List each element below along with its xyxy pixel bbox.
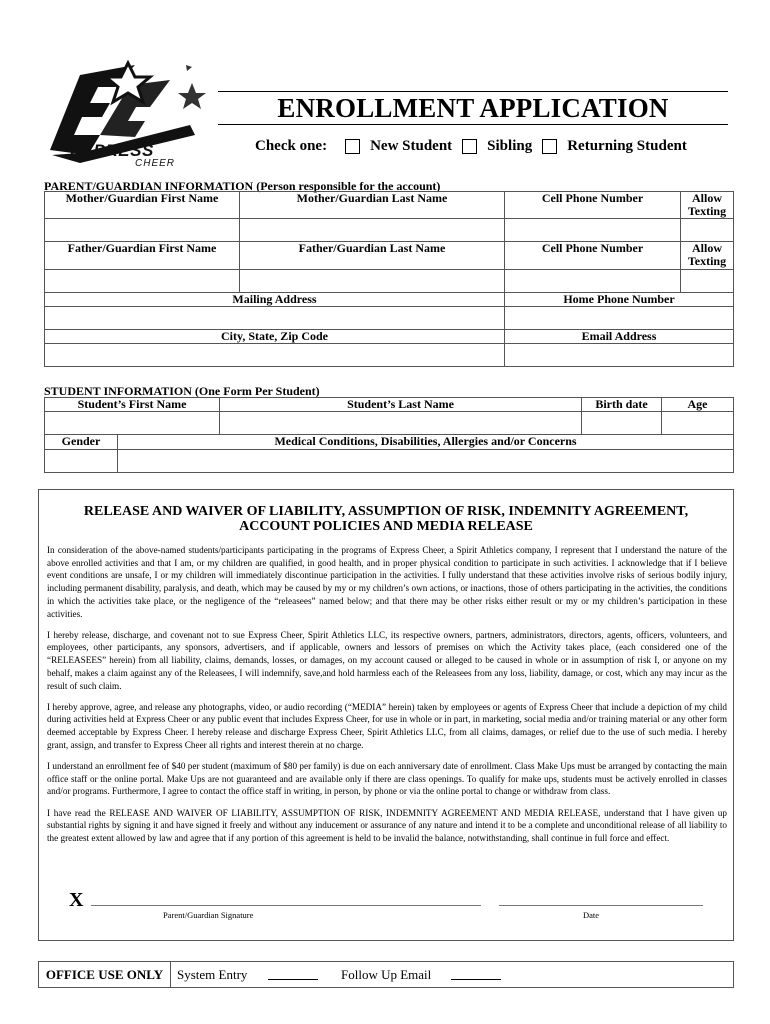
option-returning-student[interactable] bbox=[542, 138, 687, 155]
mailing-address-field[interactable] bbox=[45, 307, 505, 330]
age-header: Age bbox=[662, 398, 734, 412]
date-caption: Date bbox=[583, 910, 600, 920]
follow-up-email-line[interactable] bbox=[451, 979, 501, 980]
father-first-name-field[interactable] bbox=[45, 270, 240, 293]
mailing-address-header: Mailing Address bbox=[45, 293, 505, 307]
check-one-row bbox=[255, 138, 697, 155]
logo-sub-text: CHEER bbox=[135, 158, 176, 169]
returning-student-label: Returning Student bbox=[567, 138, 687, 154]
gender-field[interactable] bbox=[45, 450, 118, 473]
waiver-title-line2: ACCOUNT POLICIES AND MEDIA RELEASE bbox=[239, 519, 533, 534]
mother-last-name-header: Mother/Guardian Last Name bbox=[240, 192, 505, 219]
waiver-paragraph-5: I have read the RELEASE AND WAIVER OF LIABILITY, ASSUMPTION OF RISK, INDEMNITY AGREEMENT AND MEDIA RELEASE, understand that I have given up substantial rights by signing it and have signed it freely and without any inducement or assurance of any nature and intend it to be a complete and unconditional release of all liability to the greatest extent allowed by law and agree that if any portion of this agreement is held to be invalid the balance, notwithstanding, shall continue in full force and effect. bbox=[47, 807, 727, 844]
office-use-label: OFFICE USE ONLY bbox=[39, 962, 171, 987]
check-one-label: Check one: bbox=[255, 138, 328, 154]
father-cell-phone-header: Cell Phone Number bbox=[505, 242, 681, 270]
returning-student-checkbox[interactable] bbox=[542, 139, 557, 154]
medical-conditions-header: Medical Conditions, Disabilities, Allergies and/or Concerns bbox=[118, 435, 734, 450]
gender-header: Gender bbox=[45, 435, 118, 450]
mother-cell-phone-field[interactable] bbox=[505, 219, 681, 242]
title-bottom-rule bbox=[218, 124, 728, 125]
title-top-rule bbox=[218, 91, 728, 92]
father-allow-texting-field[interactable] bbox=[681, 270, 734, 293]
mother-first-name-header: Mother/Guardian First Name bbox=[45, 192, 240, 219]
office-use-box bbox=[38, 961, 734, 988]
page-title: ENROLLMENT APPLICATION bbox=[277, 93, 669, 123]
new-student-checkbox[interactable] bbox=[345, 139, 360, 154]
city-state-zip-field[interactable] bbox=[45, 344, 505, 367]
mother-cell-phone-header: Cell Phone Number bbox=[505, 192, 681, 219]
date-line[interactable] bbox=[499, 905, 703, 906]
option-sibling[interactable] bbox=[462, 138, 532, 155]
signature-line[interactable] bbox=[91, 905, 481, 906]
signature-caption: Parent/Guardian Signature bbox=[163, 910, 254, 920]
student-first-name-header: Student’s First Name bbox=[45, 398, 220, 412]
sibling-label: Sibling bbox=[487, 138, 533, 154]
parent-section-heading: PARENT/GUARDIAN INFORMATION (Person responsible for the account) bbox=[44, 179, 441, 193]
city-state-zip-header: City, State, Zip Code bbox=[45, 330, 505, 344]
waiver-body bbox=[47, 544, 727, 853]
option-new-student[interactable] bbox=[345, 138, 452, 155]
parent-info-table bbox=[44, 191, 734, 367]
father-allow-texting-header: Allow Texting bbox=[681, 242, 734, 270]
logo-brand-text: EXPRESS bbox=[70, 141, 154, 160]
waiver-title bbox=[39, 504, 733, 534]
age-field[interactable] bbox=[662, 412, 734, 435]
student-last-name-field[interactable] bbox=[220, 412, 582, 435]
sibling-checkbox[interactable] bbox=[462, 139, 477, 154]
student-last-name-header: Student’s Last Name bbox=[220, 398, 582, 412]
waiver-paragraph-3: I hereby approve, agree, and release any photographs, video, or audio recording (“MEDIA” herein) taken by employees or agents of Express Cheer that include a depiction of my child during activities held at Express Cheer or any public event that includes Express Cheer, for use in whole or in part, in marketing, social media and/or training material or any other form deemed acceptable by Express Cheer. I hereby release and discharge Express Cheer, Spirit Athletics LLC, from all claims, damages, or relief due to the use of such media. I hereby grant, assign, and transfer to Express Cheer all rights and interest therein at no charge. bbox=[47, 701, 727, 750]
father-last-name-field[interactable] bbox=[240, 270, 505, 293]
birth-date-field[interactable] bbox=[582, 412, 662, 435]
birth-date-header: Birth date bbox=[582, 398, 662, 412]
father-first-name-header: Father/Guardian First Name bbox=[45, 242, 240, 270]
email-address-header: Email Address bbox=[505, 330, 734, 344]
student-info-table bbox=[44, 397, 734, 473]
waiver-paragraph-1: In consideration of the above-named students/participants participating in the programs of Express Cheer, a Spirit Athletics company, I represent that I understand the nature of the above enrolled activities and that I am, or my children are qualified, in good health, and in proper physical condition to participate in such activities. I acknowledge that if I believe event conditions are unsafe, I or my children will immediately discontinue participation in the activities. I fully understand that these activities involve risks of serious bodily injury, including permanent disability, paralysis, and death, which may be caused by my or my children’s own actions, or inactions, those of others participating in the activities, the conditions in which the activities take place, or the negligence of the “releasees” named below; and that there may be other risks either result or my or my children’s participation in these activities. bbox=[47, 545, 727, 619]
signature-x-mark: X bbox=[69, 889, 84, 911]
mother-allow-texting-header: Allow Texting bbox=[681, 192, 734, 219]
waiver-paragraph-4: I understand an enrollment fee of $40 per student (maximum of $80 per family) is due on each anniversary date of enrollment. Class Make Ups must be arranged by contacting the main office staff or the online portal. Make Ups are not guaranteed and are available only if there are class openings. To qualify for make ups, students must be actively enrolled in classes and/or programs. Furthermore, I agree to contact the office staff in writing, in person, by phone or via the online portal to change or withdraw from class. bbox=[47, 761, 727, 797]
waiver-title-line1: RELEASE AND WAIVER OF LIABILITY, ASSUMPTION OF RISK, INDEMNITY AGREEMENT, bbox=[83, 504, 689, 519]
mother-last-name-field[interactable] bbox=[240, 219, 505, 242]
waiver-paragraph-2: I hereby release, discharge, and covenant not to sue Express Cheer, Spirit Athletics LLC, its respective owners, partners, administrators, directors, agents, officers, volunteers, and employees, other participants, any sponsors, advertisers, and if applicable, owners and lessors of premises on which the Activity takes place, (each considered one of the “RELEASEES” herein) from all liability, claims, demands, losses, or damages, on my account caused or alleged to be caused in whole or in assumption of risk I, or anyone on my behalf, makes a claim against any of the Releasees, I will indemnify, save,and hold harmless each of the Releasees from any loss, liability, damage, or cost, which any may incur as the result of such claim. bbox=[47, 629, 727, 691]
email-address-field[interactable] bbox=[505, 344, 734, 367]
follow-up-email-label: Follow Up Email bbox=[341, 967, 432, 982]
student-section-heading: STUDENT INFORMATION (One Form Per Student) bbox=[44, 384, 320, 398]
student-first-name-field[interactable] bbox=[45, 412, 220, 435]
waiver-box bbox=[38, 489, 734, 941]
home-phone-field[interactable] bbox=[505, 307, 734, 330]
mother-first-name-field[interactable] bbox=[45, 219, 240, 242]
father-cell-phone-field[interactable] bbox=[505, 270, 681, 293]
mother-allow-texting-field[interactable] bbox=[681, 219, 734, 242]
system-entry-line[interactable] bbox=[268, 979, 318, 980]
system-entry-label: System Entry bbox=[177, 967, 248, 982]
home-phone-header: Home Phone Number bbox=[505, 293, 734, 307]
medical-conditions-field[interactable] bbox=[118, 450, 734, 473]
new-student-label: New Student bbox=[370, 138, 453, 154]
father-last-name-header: Father/Guardian Last Name bbox=[240, 242, 505, 270]
